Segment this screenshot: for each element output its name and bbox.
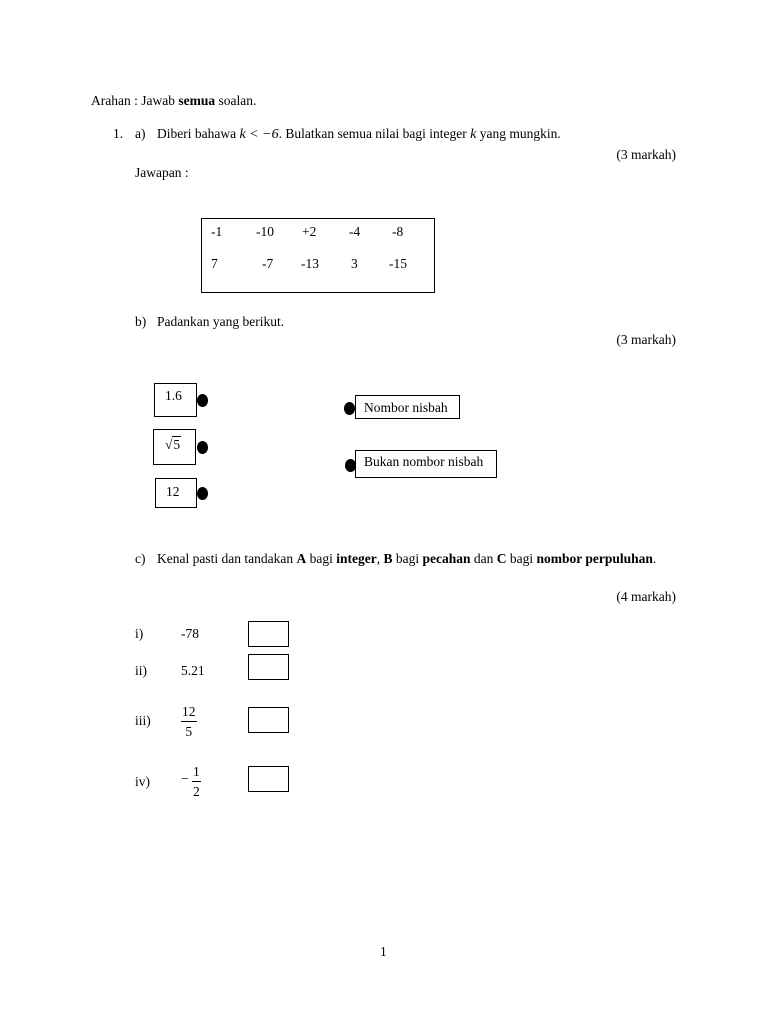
part-c-text: Kenal pasti dan tandakan <box>157 551 297 566</box>
match-left-sqrt <box>165 437 181 453</box>
answer-box-iii[interactable] <box>248 707 289 733</box>
part-b-label: b) <box>135 314 147 329</box>
fraction-12-5 <box>181 703 197 742</box>
part-c-text: bagi <box>306 551 337 566</box>
integer-option[interactable]: +2 <box>302 224 317 239</box>
part-c-text: bagi <box>392 551 423 566</box>
part-c-text: , <box>376 551 384 566</box>
integer-option[interactable]: -1 <box>211 224 223 239</box>
part-c-text: bagi <box>506 551 537 566</box>
answer-box-i[interactable] <box>248 621 289 647</box>
item-iv-label: iv) <box>135 774 150 789</box>
fraction-denominator: 2 <box>193 784 200 799</box>
item-i-value: -78 <box>181 626 199 641</box>
part-a-marks: (3 markah) <box>616 147 676 162</box>
fraction-1-2 <box>192 763 201 802</box>
letter-b: B <box>383 551 393 566</box>
answer-label: Jawapan : <box>135 165 189 180</box>
part-a-text-after: yang mungkin. <box>476 126 561 141</box>
minus-sign: − <box>181 772 189 787</box>
item-ii-value: 5.21 <box>181 663 205 678</box>
sqrt-symbol: √5 <box>165 437 181 452</box>
question-number: 1. <box>113 126 124 141</box>
part-b-question: Padankan yang berikut. <box>157 314 285 329</box>
item-iii-label: iii) <box>135 713 151 728</box>
word-integer: integer <box>336 551 377 566</box>
variable-k: k <box>470 127 477 142</box>
part-a-question <box>157 126 561 143</box>
part-a-text-before: Diberi bahawa <box>157 126 240 141</box>
integer-option[interactable]: -15 <box>389 256 407 271</box>
integer-option[interactable]: -10 <box>256 224 274 239</box>
integer-option[interactable]: -4 <box>349 224 361 239</box>
part-c-text: . <box>652 551 657 566</box>
match-dot[interactable] <box>197 441 208 454</box>
part-c-label: c) <box>135 551 146 566</box>
integer-option[interactable]: -7 <box>262 256 274 271</box>
item-i-label: i) <box>135 626 144 641</box>
instruction-bold: semua <box>178 93 216 108</box>
letter-a: A <box>296 551 307 566</box>
match-dot[interactable] <box>197 487 208 500</box>
part-b-marks: (3 markah) <box>616 332 676 347</box>
match-dot[interactable] <box>344 402 355 415</box>
integer-option[interactable]: -8 <box>392 224 404 239</box>
part-a-label: a) <box>135 126 146 141</box>
integer-option[interactable]: 3 <box>351 256 358 271</box>
part-c-text: dan <box>470 551 497 566</box>
word-pecahan: pecahan <box>422 551 471 566</box>
answer-box-ii[interactable] <box>248 654 289 680</box>
match-left-value: 1.6 <box>165 388 182 403</box>
match-right-label: Nombor nisbah <box>364 400 448 415</box>
integer-option[interactable]: -13 <box>301 256 319 271</box>
instruction-suffix: soalan. <box>215 93 257 108</box>
word-perpuluhan: nombor perpuluhan <box>536 551 653 566</box>
instruction <box>91 93 256 109</box>
page-number: 1 <box>380 944 387 959</box>
fraction-denominator: 5 <box>185 724 193 739</box>
answer-box-iv[interactable] <box>248 766 289 792</box>
instruction-prefix: Arahan : Jawab <box>91 93 179 108</box>
condition-math: k < −6 <box>239 127 279 142</box>
part-c-question <box>157 551 656 567</box>
match-right-label: Bukan nombor nisbah <box>364 454 484 469</box>
match-dot[interactable] <box>197 394 208 407</box>
sqrt-radicand: 5 <box>173 437 181 452</box>
match-left-value: 12 <box>166 484 180 499</box>
part-c-marks: (4 markah) <box>616 589 676 604</box>
integer-option[interactable]: 7 <box>211 256 218 271</box>
part-a-text-middle: . Bulatkan semua nilai bagi integer <box>278 126 471 141</box>
fraction-numerator: 12 <box>181 703 197 722</box>
item-ii-label: ii) <box>135 663 147 678</box>
letter-c: C <box>496 551 507 566</box>
fraction-numerator: 1 <box>192 763 201 782</box>
